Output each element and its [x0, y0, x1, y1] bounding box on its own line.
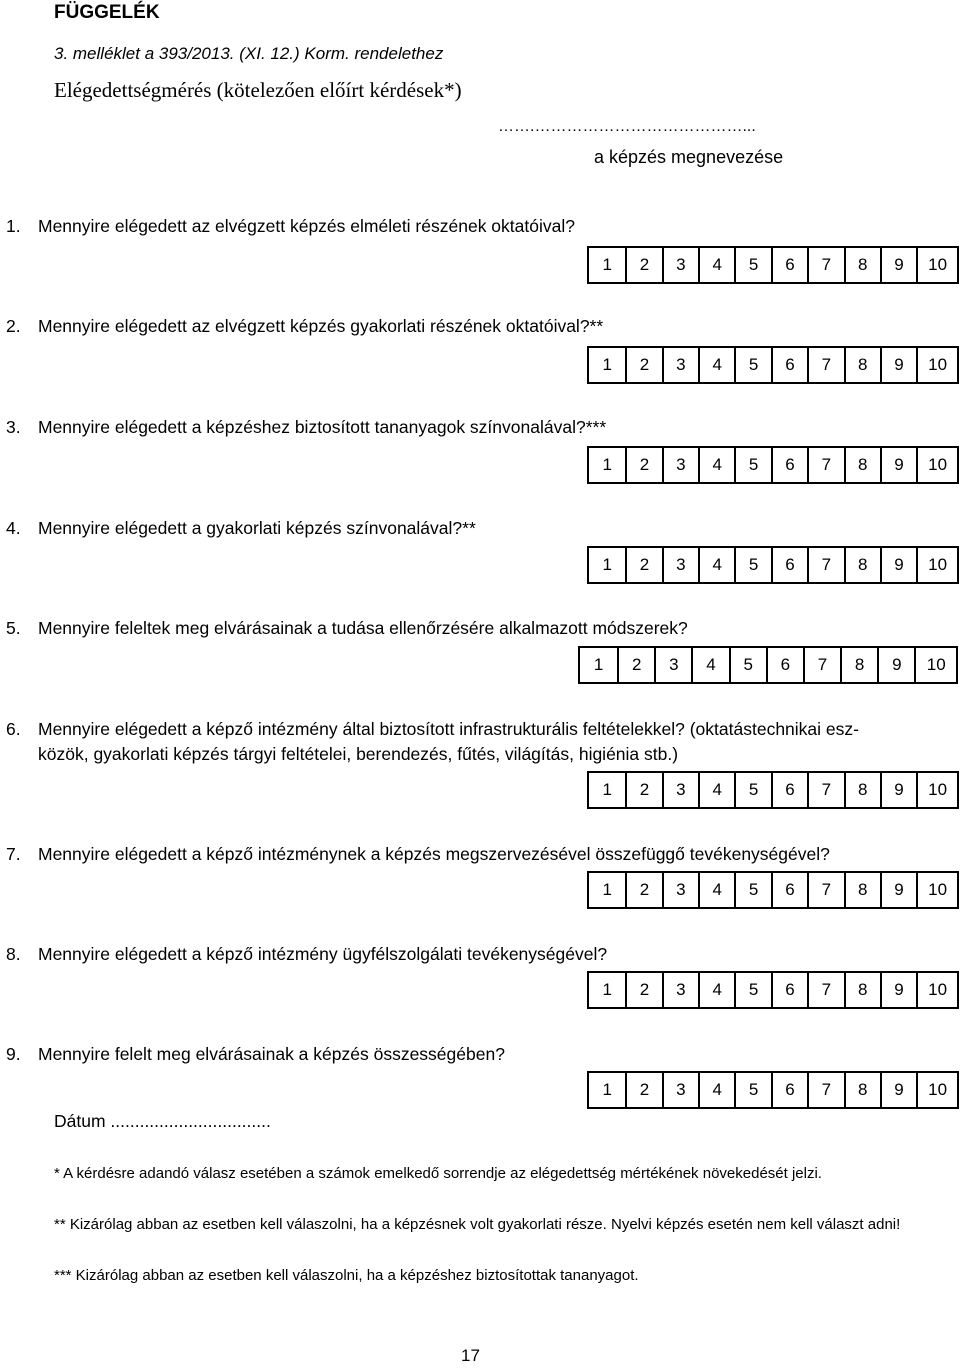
rating-option[interactable]: 5 — [729, 648, 766, 682]
rating-option[interactable]: 1 — [602, 455, 612, 474]
footnote-double-star: ** Kizárólag abban az esetben kell válaszolni, ha a képzésnek volt gyakorlati része. Nyelvi képzés esetén nem kell választ adni! — [54, 1216, 901, 1233]
question-text: Mennyire elégedett az elvégzett képzés elméleti részének oktatóival? — [38, 216, 575, 236]
rating-option[interactable]: 3 — [662, 348, 698, 382]
rating-scale-q8 — [587, 971, 959, 1009]
rating-scale-q4 — [587, 546, 959, 584]
question-3 — [6, 414, 946, 440]
rating-option[interactable]: 4 — [698, 1073, 734, 1107]
appendix-title: FÜGGELÉK — [54, 2, 160, 23]
question-number: 7. — [6, 844, 21, 864]
rating-option[interactable]: 4 — [698, 773, 734, 807]
question-number: 5. — [6, 618, 21, 638]
rating-option[interactable]: 8 — [840, 648, 877, 682]
date-field[interactable]: Dátum ................................. — [54, 1111, 271, 1131]
question-text: Mennyire feleltek meg elvárásainak a tudása ellenőrzésére alkalmazott módszerek? — [38, 618, 688, 638]
rating-option[interactable]: 4 — [698, 548, 734, 582]
question-9 — [6, 1041, 946, 1067]
rating-option[interactable]: 1 — [602, 780, 612, 799]
footnote-single-star: * A kérdésre adandó válasz esetében a számok emelkedő sorrendje az elégedettség mértékének növekedését jelzi. — [54, 1165, 822, 1182]
rating-option[interactable]: 5 — [734, 548, 770, 582]
question-number: 1. — [6, 216, 21, 236]
question-text: Mennyire felelt meg elvárásainak a képzés összességében? — [38, 1044, 505, 1064]
rating-option[interactable]: 3 — [662, 448, 698, 482]
rating-option[interactable]: 2 — [625, 348, 661, 382]
rating-option[interactable]: 10 — [916, 548, 957, 582]
rating-option[interactable]: 3 — [662, 773, 698, 807]
rating-option[interactable]: 1 — [602, 1080, 612, 1099]
rating-scale-q7 — [587, 871, 959, 909]
rating-scale-q1 — [587, 246, 959, 284]
rating-option[interactable]: 3 — [662, 1073, 698, 1107]
rating-scale-q6 — [587, 771, 959, 809]
rating-option[interactable]: 9 — [880, 548, 916, 582]
rating-option[interactable]: 7 — [807, 448, 843, 482]
rating-option[interactable]: 1 — [602, 355, 612, 374]
question-text: Mennyire elégedett a képző intézmény által biztosított infrastrukturális feltételekkel? (oktatástechnikai esz- — [38, 719, 859, 739]
rating-option[interactable]: 1 — [602, 555, 612, 574]
rating-option[interactable]: 7 — [807, 873, 843, 907]
rating-scale-q5 — [578, 646, 958, 684]
rating-option[interactable]: 8 — [844, 548, 880, 582]
rating-option[interactable]: 2 — [625, 248, 661, 282]
rating-option[interactable]: 4 — [698, 448, 734, 482]
rating-option[interactable]: 6 — [771, 873, 807, 907]
rating-scale-q9 — [587, 1071, 959, 1109]
rating-option[interactable]: 4 — [698, 348, 734, 382]
rating-option[interactable]: 8 — [844, 448, 880, 482]
rating-option[interactable]: 5 — [734, 1073, 770, 1107]
rating-option[interactable]: 5 — [734, 973, 770, 1007]
rating-option[interactable]: 10 — [916, 348, 957, 382]
rating-option[interactable]: 5 — [734, 448, 770, 482]
rating-option[interactable]: 1 — [602, 880, 612, 899]
rating-option[interactable]: 7 — [807, 548, 843, 582]
question-number: 6. — [6, 719, 21, 739]
rating-option[interactable]: 1 — [602, 980, 612, 999]
rating-option[interactable]: 3 — [662, 873, 698, 907]
rating-option[interactable]: 6 — [771, 973, 807, 1007]
rating-option[interactable]: 9 — [880, 873, 916, 907]
rating-option[interactable]: 3 — [662, 548, 698, 582]
rating-option[interactable]: 10 — [916, 873, 957, 907]
rating-option[interactable]: 7 — [803, 648, 840, 682]
rating-option[interactable]: 3 — [654, 648, 691, 682]
survey-title: Elégedettségmérés (kötelezően előírt kérdések*) — [54, 78, 462, 102]
rating-option[interactable]: 5 — [734, 348, 770, 382]
rating-option[interactable]: 6 — [771, 348, 807, 382]
rating-option[interactable]: 6 — [771, 1073, 807, 1107]
question-6 — [6, 716, 946, 742]
question-number: 3. — [6, 417, 21, 437]
rating-option[interactable]: 9 — [880, 973, 916, 1007]
rating-option[interactable]: 2 — [625, 548, 661, 582]
rating-option[interactable]: 2 — [625, 873, 661, 907]
rating-option[interactable]: 10 — [914, 648, 956, 682]
rating-option[interactable]: 9 — [877, 648, 914, 682]
rating-option[interactable]: 8 — [844, 973, 880, 1007]
rating-option[interactable]: 2 — [617, 648, 654, 682]
rating-option[interactable]: 9 — [880, 773, 916, 807]
rating-option[interactable]: 7 — [807, 348, 843, 382]
rating-option[interactable]: 8 — [844, 248, 880, 282]
rating-option[interactable]: 8 — [844, 773, 880, 807]
rating-option[interactable]: 5 — [734, 248, 770, 282]
rating-option[interactable]: 6 — [771, 448, 807, 482]
question-number: 4. — [6, 518, 21, 538]
question-text: Mennyire elégedett a gyakorlati képzés színvonalával?** — [38, 518, 476, 538]
rating-option[interactable]: 9 — [880, 348, 916, 382]
question-2 — [6, 313, 946, 339]
rating-option[interactable]: 8 — [844, 873, 880, 907]
rating-option[interactable]: 7 — [807, 1073, 843, 1107]
rating-option[interactable]: 6 — [771, 548, 807, 582]
question-number: 8. — [6, 944, 21, 964]
question-5 — [6, 615, 946, 641]
rating-scale-q2 — [587, 346, 959, 384]
question-8 — [6, 941, 946, 967]
question-number: 2. — [6, 316, 21, 336]
rating-option[interactable]: 9 — [880, 1073, 916, 1107]
rating-scale-q3 — [587, 446, 959, 484]
rating-option[interactable]: 9 — [880, 248, 916, 282]
rating-option[interactable]: 8 — [844, 348, 880, 382]
rating-option[interactable]: 9 — [880, 448, 916, 482]
footnote-triple-star: *** Kizárólag abban az esetben kell válaszolni, ha a képzéshez biztosítottak tananyagot. — [54, 1267, 639, 1284]
rating-option[interactable]: 3 — [662, 973, 698, 1007]
question-4 — [6, 515, 946, 541]
rating-option[interactable]: 10 — [916, 248, 957, 282]
rating-option[interactable]: 7 — [807, 973, 843, 1007]
rating-option[interactable]: 2 — [625, 773, 661, 807]
rating-option[interactable]: 6 — [771, 248, 807, 282]
rating-option[interactable]: 1 — [602, 255, 612, 274]
question-7 — [6, 841, 946, 867]
rating-option[interactable]: 1 — [593, 655, 604, 674]
rating-option[interactable]: 3 — [662, 248, 698, 282]
question-text: Mennyire elégedett a képző intézménynek a képzés megszervezésével összefüggő tevékenységével? — [38, 844, 830, 864]
rating-option[interactable]: 4 — [698, 973, 734, 1007]
rating-option[interactable]: 10 — [916, 448, 957, 482]
training-name-label: a képzés megnevezése — [594, 147, 784, 167]
rating-option[interactable]: 4 — [698, 873, 734, 907]
rating-option[interactable]: 4 — [691, 648, 728, 682]
question-1 — [6, 213, 946, 239]
question-number: 9. — [6, 1044, 21, 1064]
training-name-blank: …….…………………………………... — [498, 118, 756, 135]
rating-option[interactable]: 4 — [698, 248, 734, 282]
rating-option[interactable]: 2 — [625, 448, 661, 482]
page-number: 17 — [461, 1346, 480, 1365]
rating-option[interactable]: 6 — [766, 648, 803, 682]
rating-option[interactable]: 8 — [844, 1073, 880, 1107]
annex-reference: 3. melléklet a 393/2013. (XI. 12.) Korm. rendelethez — [54, 44, 444, 63]
rating-option[interactable]: 10 — [916, 973, 957, 1007]
question-text-continued: közök, gyakorlati képzés tárgyi feltételei, berendezés, fűtés, világítás, higiénia stb.) — [38, 744, 679, 764]
question-text: Mennyire elégedett a képző intézmény ügyfélszolgálati tevékenységével? — [38, 944, 608, 964]
rating-option[interactable]: 2 — [625, 1073, 661, 1107]
rating-option[interactable]: 5 — [734, 873, 770, 907]
rating-option[interactable]: 2 — [625, 973, 661, 1007]
rating-option[interactable]: 6 — [771, 773, 807, 807]
rating-option[interactable]: 10 — [916, 1073, 957, 1107]
rating-option[interactable]: 7 — [807, 248, 843, 282]
question-6-continued — [38, 741, 960, 767]
rating-option[interactable]: 10 — [916, 773, 957, 807]
rating-option[interactable]: 7 — [807, 773, 843, 807]
question-text: Mennyire elégedett a képzéshez biztosított tananyagok színvonalával?*** — [38, 417, 607, 437]
question-text: Mennyire elégedett az elvégzett képzés gyakorlati részének oktatóival?** — [38, 316, 604, 336]
rating-option[interactable]: 5 — [734, 773, 770, 807]
